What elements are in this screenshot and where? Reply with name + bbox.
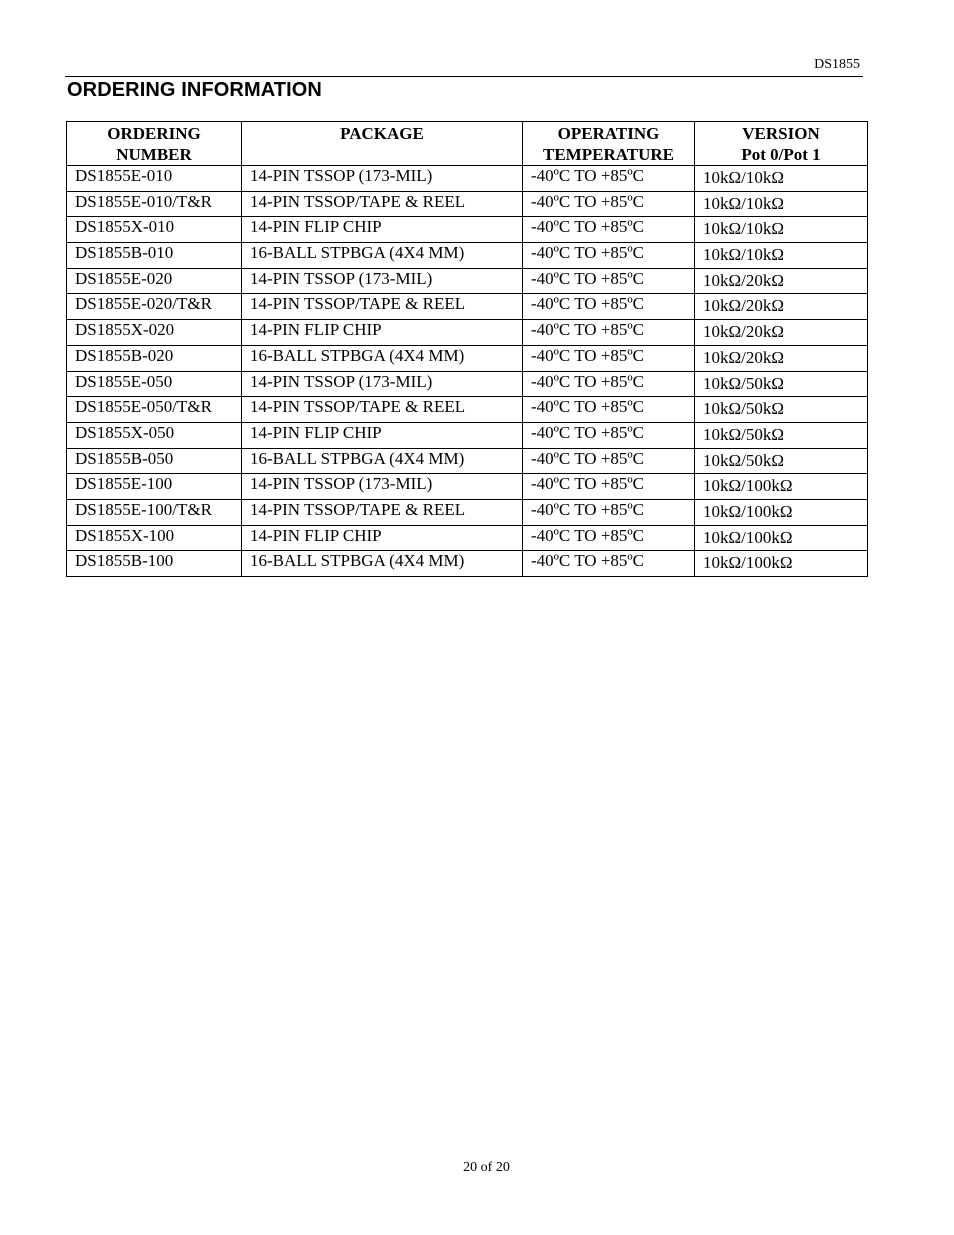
column-header-line: PACKAGE [340,124,424,143]
cell-operating-temperature: -40ºC TO +85ºC [523,422,695,448]
cell-operating-temperature: -40ºC TO +85ºC [523,294,695,320]
cell-ordering-number: DS1855E-020 [67,268,242,294]
cell-package: 16-BALL STPBGA (4X4 MM) [242,345,523,371]
ordering-information-table [66,121,868,577]
cell-ordering-number: DS1855E-100/T&R [67,499,242,525]
table-body [67,166,868,577]
cell-version: 10kΩ/50kΩ [695,397,868,423]
cell-operating-temperature: -40ºC TO +85ºC [523,217,695,243]
cell-ordering-number: DS1855X-050 [67,422,242,448]
column-header-version [695,122,868,166]
cell-version: 10kΩ/100kΩ [695,499,868,525]
table-row [67,499,868,525]
cell-operating-temperature: -40ºC TO +85ºC [523,268,695,294]
table-row [67,166,868,192]
cell-ordering-number: DS1855B-100 [67,551,242,577]
document-id: DS1855 [814,57,860,72]
table-row [67,268,868,294]
cell-operating-temperature: -40ºC TO +85ºC [523,371,695,397]
table-row [67,320,868,346]
cell-package: 16-BALL STPBGA (4X4 MM) [242,448,523,474]
cell-package: 14-PIN TSSOP/TAPE & REEL [242,191,523,217]
table-row [67,422,868,448]
column-header-package [242,122,523,166]
cell-package: 14-PIN TSSOP/TAPE & REEL [242,397,523,423]
cell-operating-temperature: -40ºC TO +85ºC [523,191,695,217]
cell-ordering-number: DS1855X-100 [67,525,242,551]
cell-version: 10kΩ/100kΩ [695,525,868,551]
cell-package: 14-PIN TSSOP (173-MIL) [242,474,523,500]
table-row [67,294,868,320]
cell-ordering-number: DS1855B-020 [67,345,242,371]
table-row [67,525,868,551]
column-header-line: TEMPERATURE [543,145,674,164]
cell-operating-temperature: -40ºC TO +85ºC [523,525,695,551]
cell-version: 10kΩ/50kΩ [695,422,868,448]
cell-operating-temperature: -40ºC TO +85ºC [523,448,695,474]
table-row [67,474,868,500]
table-row [67,551,868,577]
page-number: 20 of 20 [463,1160,510,1175]
table-header-row [67,122,868,166]
column-header-operating-temperature [523,122,695,166]
table-row [67,217,868,243]
cell-version: 10kΩ/20kΩ [695,294,868,320]
cell-ordering-number: DS1855E-010/T&R [67,191,242,217]
cell-package: 14-PIN TSSOP/TAPE & REEL [242,294,523,320]
cell-operating-temperature: -40ºC TO +85ºC [523,499,695,525]
cell-operating-temperature: -40ºC TO +85ºC [523,243,695,269]
cell-version: 10kΩ/50kΩ [695,448,868,474]
cell-package: 14-PIN FLIP CHIP [242,320,523,346]
column-header-line: ORDERING [107,124,201,143]
cell-package: 14-PIN TSSOP/TAPE & REEL [242,499,523,525]
cell-ordering-number: DS1855E-100 [67,474,242,500]
column-header-line: OPERATING [557,124,660,143]
table-row [67,448,868,474]
cell-package: 14-PIN FLIP CHIP [242,422,523,448]
table-row [67,371,868,397]
cell-operating-temperature: -40ºC TO +85ºC [523,397,695,423]
cell-package: 16-BALL STPBGA (4X4 MM) [242,243,523,269]
cell-operating-temperature: -40ºC TO +85ºC [523,474,695,500]
cell-version: 10kΩ/100kΩ [695,551,868,577]
cell-ordering-number: DS1855E-020/T&R [67,294,242,320]
table-row [67,243,868,269]
column-header-line: NUMBER [116,145,192,164]
cell-version: 10kΩ/20kΩ [695,268,868,294]
cell-ordering-number: DS1855E-050 [67,371,242,397]
cell-version: 10kΩ/50kΩ [695,371,868,397]
cell-package: 14-PIN TSSOP (173-MIL) [242,166,523,192]
table-row [67,345,868,371]
section-title: ORDERING INFORMATION [67,79,322,101]
cell-operating-temperature: -40ºC TO +85ºC [523,551,695,577]
cell-ordering-number: DS1855X-010 [67,217,242,243]
column-header-ordering-number [67,122,242,166]
cell-ordering-number: DS1855E-050/T&R [67,397,242,423]
header-rule [65,76,863,77]
cell-ordering-number: DS1855B-010 [67,243,242,269]
cell-version: 10kΩ/100kΩ [695,474,868,500]
cell-package: 14-PIN FLIP CHIP [242,525,523,551]
cell-ordering-number: DS1855E-010 [67,166,242,192]
cell-version: 10kΩ/10kΩ [695,217,868,243]
cell-operating-temperature: -40ºC TO +85ºC [523,320,695,346]
cell-version: 10kΩ/20kΩ [695,320,868,346]
cell-package: 16-BALL STPBGA (4X4 MM) [242,551,523,577]
cell-package: 14-PIN TSSOP (173-MIL) [242,371,523,397]
cell-version: 10kΩ/20kΩ [695,345,868,371]
column-header-line: Pot 0/Pot 1 [741,145,821,164]
cell-version: 10kΩ/10kΩ [695,243,868,269]
cell-version: 10kΩ/10kΩ [695,166,868,192]
cell-package: 14-PIN FLIP CHIP [242,217,523,243]
cell-operating-temperature: -40ºC TO +85ºC [523,166,695,192]
table-row [67,191,868,217]
cell-package: 14-PIN TSSOP (173-MIL) [242,268,523,294]
cell-ordering-number: DS1855X-020 [67,320,242,346]
cell-version: 10kΩ/10kΩ [695,191,868,217]
cell-operating-temperature: -40ºC TO +85ºC [523,345,695,371]
table-row [67,397,868,423]
cell-ordering-number: DS1855B-050 [67,448,242,474]
column-header-line: VERSION [742,124,820,143]
